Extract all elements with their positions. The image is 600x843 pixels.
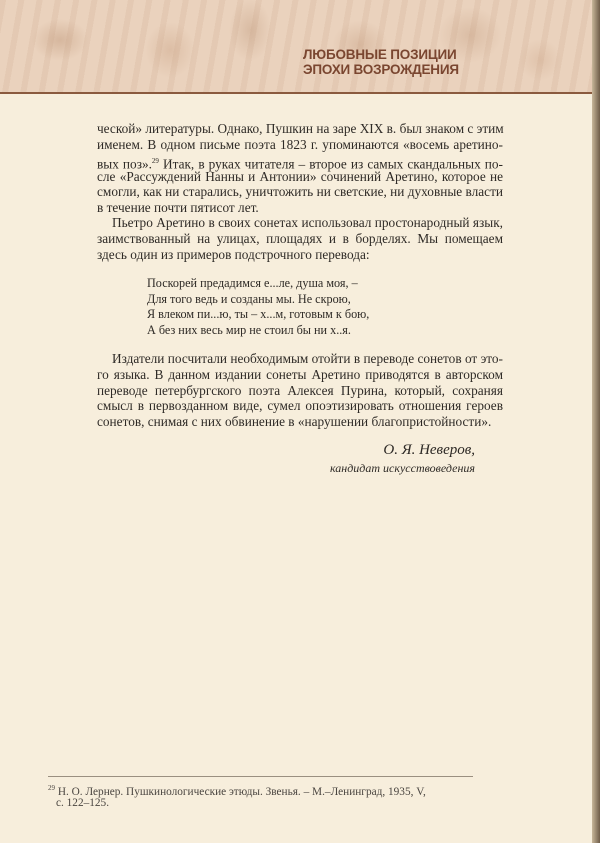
text-line: Пьетро Аретино в своих сонетах использовал простонародный язык, — [112, 215, 503, 230]
footnote-number: 29 — [48, 784, 55, 792]
text-line: именем. В одном письме поэта 1823 г. упоминаются «восемь аретино- — [97, 137, 503, 152]
text-fragment: Итак, в руках читателя – второе из самых скандальных по- — [158, 156, 503, 172]
title-line-2: ЭПОХИ ВОЗРОЖДЕНИЯ — [303, 62, 459, 77]
verse-line: А без них весь мир не стоил бы ни х..я. — [147, 323, 351, 337]
verse-line: Поскорей предадимся е...ле, душа моя, – — [147, 276, 358, 290]
text-line: здесь один из примеров подстрочного перевода: — [97, 247, 370, 262]
text-line: Издатели посчитали необходимым отойти в переводе сонетов от это- — [112, 351, 503, 366]
text-line: ческой» литературы. Однако, Пушкин на заре XIX в. был знаком с этим — [97, 121, 504, 136]
text-line: переводе петербургского поэта Алексея Пурина, который, сохраняя — [97, 383, 503, 398]
footnote-rule — [48, 776, 473, 777]
header-rule — [0, 92, 592, 94]
text-line: в течение почти пятисот лет. — [97, 200, 259, 215]
text-line: заимствованный на улицах, площадях и в борделях. Мы помещаем — [97, 231, 503, 246]
verse-line: Я влеком пи...ю, ты – х...м, готовым к бою, — [147, 307, 370, 321]
title-line-1: ЛЮБОВНЫЕ ПОЗИЦИИ — [303, 47, 457, 62]
text-fragment: вых поз». — [97, 156, 152, 172]
text-line: го языка. В данном издании сонеты Аретино приводятся в авторском — [97, 367, 503, 382]
text-line: смысл в первозданном виде, сумел опоэтизировать отношения героев — [97, 398, 503, 413]
text-line: сле «Рассуждений Нанны и Антонии» сочинений Аретино, которое не — [97, 169, 503, 184]
author-title: кандидат искусствоведения — [329, 461, 475, 475]
book-edge — [592, 0, 600, 843]
header-banner-illustration — [0, 0, 592, 92]
author-name: О. Я. Неверов, — [383, 442, 475, 458]
footnote-ref: 29 — [151, 157, 159, 165]
footnote-line: с. 122–125. — [56, 797, 110, 809]
footnote-text: Н. О. Лернер. Пушкинологические этюды. Звенья. – М.–Ленинград, 1935, V, — [57, 785, 426, 798]
text-line: сонетов, снимая с них обвинение в «нарушении благопристойности». — [97, 414, 492, 429]
text-line: смогли, как ни старались, уничтожить ни светские, ни духовные власти — [97, 184, 503, 199]
running-title — [303, 47, 459, 77]
verse-line: Для того ведь и созданы мы. Не скрою, — [147, 292, 351, 306]
